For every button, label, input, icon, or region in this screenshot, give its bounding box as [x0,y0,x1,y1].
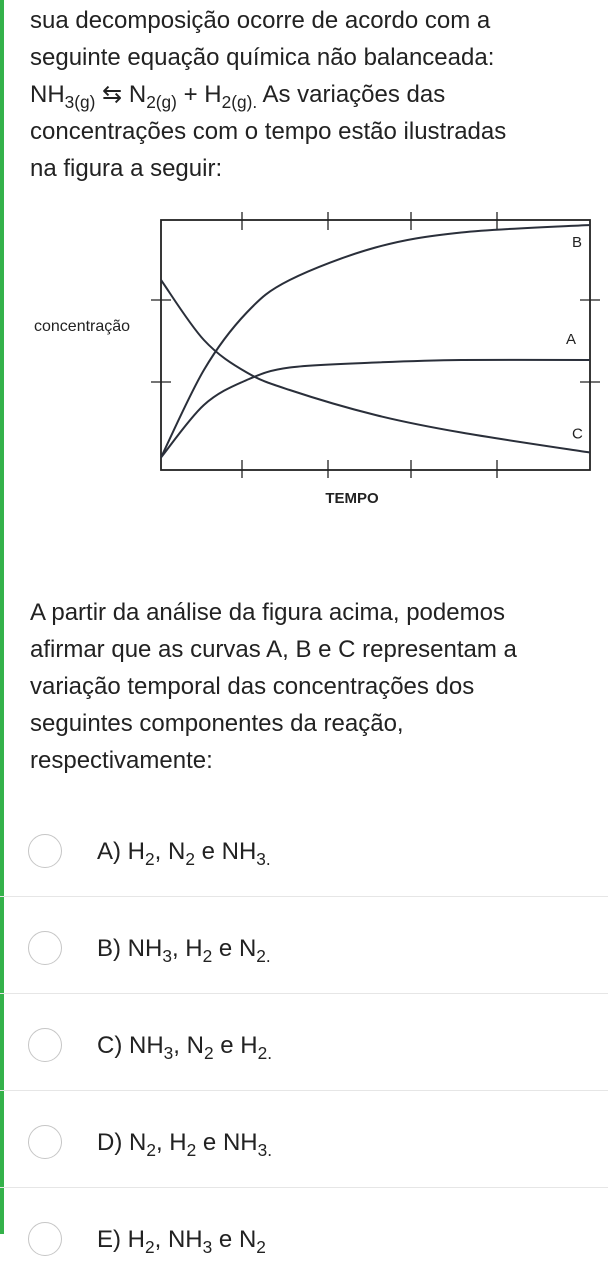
question-line-5: na figura a seguir: [30,155,223,182]
radio-button-d[interactable] [28,1125,62,1159]
prompt-line-5: respectivamente: [30,747,213,774]
option-b-label: B) $NH_3$, $H_2$ e $N_{2.}$ [97,935,271,967]
y-axis-label: concentração [34,318,131,335]
curve-label-a: A [566,331,577,348]
prompt-text [30,594,590,779]
concentration-chart [30,200,600,520]
prompt-line-4: seguintes componentes da reação, [30,710,404,737]
plot-frame [161,220,590,470]
question-line-4: concentrações com o tempo estão ilustradas [30,118,507,145]
prompt-line-3: variação temporal das concentrações dos [30,673,475,700]
prompt-line-1: A partir da análise da figura acima, podemos [30,599,505,626]
x-axis-label: TEMPO [325,490,379,507]
option-e[interactable] [0,1188,608,1284]
radio-button-a[interactable] [28,834,62,868]
option-b[interactable] [0,897,608,994]
curve-c [161,280,590,453]
chemical-equation: $NH_{3(g)}$ ⇆ $N_{2(g)} + H_{2(g).}$ As variações das [30,81,446,113]
answer-options [0,800,608,1284]
option-d[interactable] [0,1091,608,1188]
radio-button-b[interactable] [28,931,62,965]
option-a-label: A) $H_2$, $N_2$ e $NH_{3.}$ [97,838,271,870]
option-e-label: E) $H_2$, $NH_3$ e $N_2$ [97,1226,266,1258]
prompt-line-2: afirmar que as curvas A, B e C representam a [30,636,517,663]
option-c-label: C) $NH_3$, $N_2$ e $H_{2.}$ [97,1032,273,1064]
option-d-label: D) $N_2$, $H_2$ e $NH_{3.}$ [97,1129,273,1161]
tick-marks [151,212,600,478]
option-c[interactable] [0,994,608,1091]
curve-b [161,225,590,458]
question-text [30,2,590,187]
option-a[interactable] [0,800,608,897]
curve-labels [566,234,583,443]
radio-button-e[interactable] [28,1222,62,1256]
question-line-1: sua decomposição ocorre de acordo com a [30,7,491,34]
curves [161,225,590,458]
curve-label-c: C [572,425,583,443]
curve-label-b: B [572,234,583,251]
question-line-2: seguinte equação química não balanceada: [30,44,495,71]
radio-button-c[interactable] [28,1028,62,1062]
